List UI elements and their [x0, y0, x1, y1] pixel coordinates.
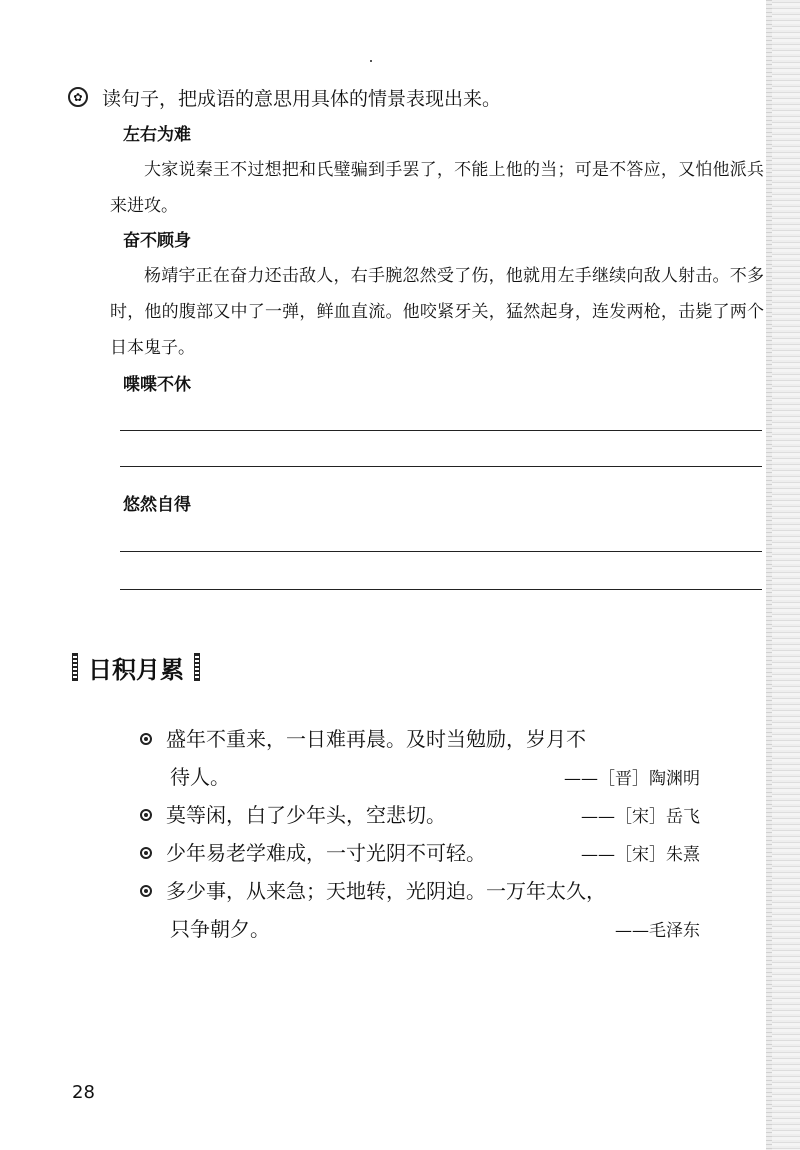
scan-dot — [370, 60, 372, 62]
quote-list — [140, 720, 700, 948]
idiom-label: 喋喋不休 — [123, 375, 191, 395]
answer-line[interactable] — [120, 466, 762, 467]
exercise-title: 读句子，把成语的意思用具体的情景表现出来。 — [102, 87, 502, 110]
heading-bar-icon — [194, 653, 200, 681]
idiom-label: 悠然自得 — [123, 495, 191, 515]
quote-attribution: ——［晋］陶渊明 — [564, 769, 700, 789]
quote-text: 莫等闲，白了少年头，空悲切。 — [166, 803, 446, 827]
idiom-paragraph: 杨靖宇正在奋力还击敌人，右手腕忽然受了伤，他就用左手继续向敌人射击。不多时，他的腹部又中了一弹，鲜血直流。他咬紧牙关，猛然起身，连发两枪，击毙了两个日本鬼子。 — [110, 266, 764, 358]
section-title: 日积月累 — [88, 655, 184, 684]
quote-item — [140, 720, 700, 796]
quote-attribution: ——毛泽东 — [615, 921, 700, 941]
quote-text: 只争朝夕。 — [170, 917, 270, 941]
bullet-icon — [140, 847, 152, 859]
quote-text: 盛年不重来，一日难再晨。及时当勉励，岁月不 — [166, 727, 586, 751]
idiom-label: 奋不顾身 — [123, 231, 191, 251]
page-edge-scan — [766, 0, 800, 1150]
bullet-icon — [140, 809, 152, 821]
quote-attribution: ——［宋］朱熹 — [581, 845, 700, 865]
exercise-number-icon: ✿ — [68, 87, 88, 107]
quote-attribution: ——［宋］岳飞 — [581, 807, 700, 827]
quote-text: 多少事，从来急；天地转，光阴迫。一万年太久， — [166, 879, 606, 903]
idiom-label: 左右为难 — [123, 125, 191, 145]
idiom-paragraph: 大家说秦王不过想把和氏璧骗到手罢了，不能上他的当；可是不答应，又怕他派兵来进攻。 — [110, 160, 764, 216]
bullet-icon — [140, 885, 152, 897]
quote-item — [140, 834, 700, 872]
quote-text: 少年易老学难成，一寸光阴不可轻。 — [166, 841, 486, 865]
exercise-instruction — [68, 80, 768, 114]
section-heading — [72, 648, 200, 686]
heading-bar-icon — [72, 653, 78, 681]
answer-line[interactable] — [120, 551, 762, 552]
quote-item — [140, 872, 700, 948]
answer-line[interactable] — [120, 589, 762, 590]
answer-line[interactable] — [120, 430, 762, 431]
quote-item — [140, 796, 700, 834]
page-number: 28 — [72, 1082, 95, 1103]
quote-text: 待人。 — [170, 765, 230, 789]
bullet-icon — [140, 733, 152, 745]
